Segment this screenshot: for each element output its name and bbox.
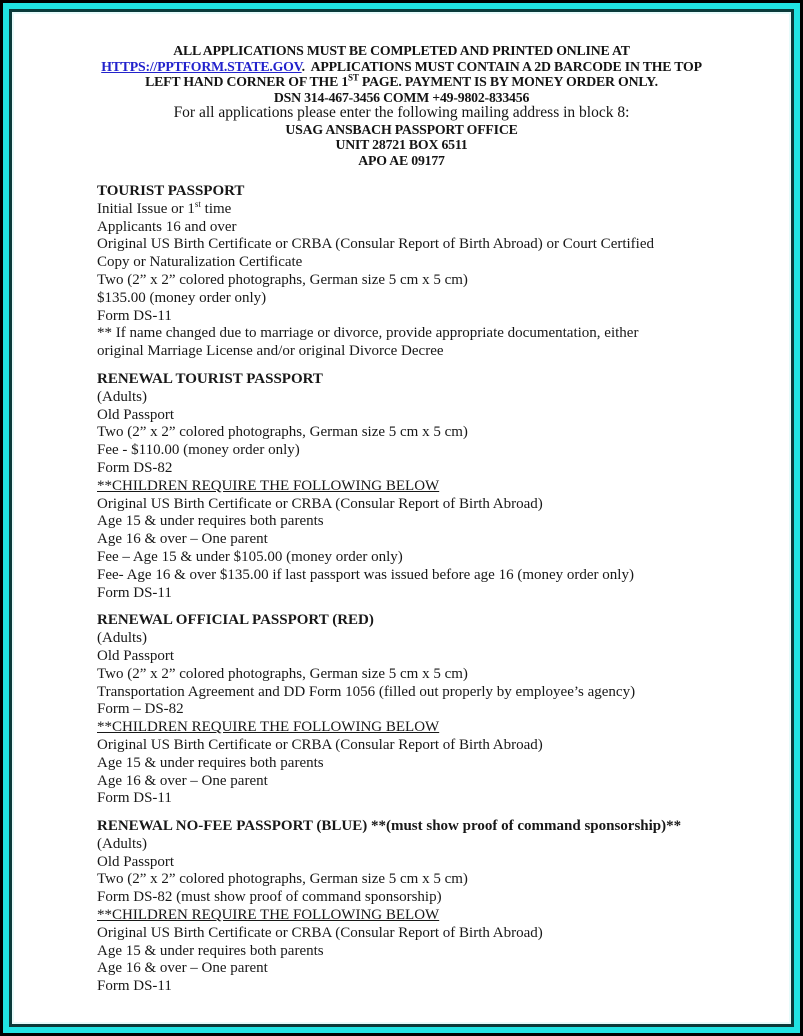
header-line-heading xyxy=(12,43,791,59)
text-segment: Transportation Agreement and DD Form 1056 (filled out properly by employee’s agency) xyxy=(97,683,636,700)
body-line xyxy=(97,460,791,478)
text-segment: $135.00 (money order only) xyxy=(97,289,267,306)
text-segment: Original US Birth Certificate or CRBA (Consular Report of Birth Abroad) xyxy=(97,736,543,753)
body-line xyxy=(97,960,791,978)
superscript-text: ST xyxy=(348,72,359,83)
text-segment: **CHILDREN REQUIRE THE FOLLOWING BELOW xyxy=(97,477,440,494)
text-segment: Fee – Age 15 & under $105.00 (money order only) xyxy=(97,548,403,565)
header-line-heading xyxy=(12,59,791,75)
text-segment: UNIT 28721 BOX 6511 xyxy=(335,137,468,152)
text-segment: Form DS-82 (must show proof of command sponsorship) xyxy=(97,889,442,906)
text-segment: Age 15 & under requires both parents xyxy=(97,942,324,959)
body-line xyxy=(97,407,791,425)
text-segment: Fee- Age 16 & over $135.00 if last passport was issued before age 16 (money order only) xyxy=(97,566,634,583)
body-line xyxy=(97,236,791,254)
text-segment: (Adults) xyxy=(97,630,147,647)
body-line xyxy=(97,254,791,272)
superscript-text: st xyxy=(194,198,201,209)
text-segment: Applicants 16 and over xyxy=(97,218,237,235)
body-line-underlined xyxy=(97,478,791,496)
body-line xyxy=(97,773,791,791)
body-line xyxy=(97,684,791,702)
body-line xyxy=(97,308,791,326)
text-segment: Initial Issue or 1 xyxy=(97,200,195,217)
body-line xyxy=(97,755,791,773)
pptform-link[interactable]: HTTPS://PPTFORM.STATE.GOV xyxy=(101,58,302,74)
section-renewal-no-fee-passport-blue xyxy=(97,818,791,996)
header-line xyxy=(12,105,791,122)
text-segment: Age 16 & over – One parent xyxy=(97,772,268,789)
text-segment: Age 16 & over – One parent xyxy=(97,960,268,977)
text-segment: Two (2” x 2” colored photographs, German size 5 cm x 5 cm) xyxy=(97,271,468,288)
body-line xyxy=(97,290,791,308)
text-segment: RENEWAL OFFICIAL PASSPORT (RED) xyxy=(97,612,374,629)
text-segment: Age 16 & over – One parent xyxy=(97,531,268,548)
text-segment: Age 15 & under requires both parents xyxy=(97,754,324,771)
text-segment: Original US Birth Certificate or CRBA (Consular Report of Birth Abroad) xyxy=(97,924,543,941)
body-line xyxy=(97,496,791,514)
text-segment: RENEWAL TOURIST PASSPORT xyxy=(97,370,323,387)
text-segment: Original US Birth Certificate or CRBA (Consular Report of Birth Abroad) or Court Certified xyxy=(97,236,654,253)
text-segment: (Adults) xyxy=(97,388,147,405)
body-line xyxy=(97,424,791,442)
header-line-heading xyxy=(12,137,791,153)
body-line xyxy=(97,889,791,907)
text-segment: DSN 314-467-3456 COMM +49-9802-833456 xyxy=(273,89,530,105)
section-renewal-tourist-passport xyxy=(97,371,791,602)
text-segment: Fee - $110.00 (money order only) xyxy=(97,442,300,459)
document-body xyxy=(97,183,791,996)
text-segment: time xyxy=(200,200,232,217)
body-line xyxy=(97,272,791,290)
body-line xyxy=(97,343,791,361)
body-line xyxy=(97,549,791,567)
body-line xyxy=(97,442,791,460)
body-line-heading xyxy=(97,371,791,389)
text-segment: Age 15 & under requires both parents xyxy=(97,513,324,530)
section-tourist-passport xyxy=(97,183,791,361)
body-line xyxy=(97,531,791,549)
body-line-heading xyxy=(97,183,791,201)
section-renewal-official-passport-red xyxy=(97,612,791,808)
body-line xyxy=(97,790,791,808)
text-segment: original Marriage License and/or original Divorce Decree xyxy=(97,343,444,360)
body-line xyxy=(97,630,791,648)
body-line-underlined xyxy=(97,719,791,737)
body-line xyxy=(97,871,791,889)
text-segment: For all applications please enter the following mailing address in block 8: xyxy=(173,104,630,121)
text-segment: Two (2” x 2” colored photographs, German size 5 cm x 5 cm) xyxy=(97,871,468,888)
text-segment: Form – DS-82 xyxy=(97,701,184,718)
text-segment: RENEWAL NO-FEE PASSPORT (BLUE) **(must show proof of command sponsorship)** xyxy=(97,818,682,835)
body-line-heading xyxy=(97,818,791,836)
body-line-heading xyxy=(97,612,791,630)
text-segment: ALL APPLICATIONS MUST BE COMPLETED AND PRINTED ONLINE AT xyxy=(173,43,630,58)
body-line xyxy=(97,567,791,585)
text-segment: PAGE. PAYMENT IS BY MONEY ORDER ONLY. xyxy=(358,74,658,89)
text-segment: Two (2” x 2” colored photographs, German size 5 cm x 5 cm) xyxy=(97,424,468,441)
text-segment: Old Passport xyxy=(97,647,175,664)
text-segment: (Adults) xyxy=(97,835,147,852)
body-line xyxy=(97,648,791,666)
body-line xyxy=(97,666,791,684)
text-segment: . APPLICATIONS MUST CONTAIN A 2D BARCODE IN THE TOP xyxy=(301,58,702,74)
body-line xyxy=(97,219,791,237)
header-line-heading xyxy=(12,122,791,138)
body-line xyxy=(97,198,791,219)
body-line-underlined xyxy=(97,907,791,925)
text-segment: LEFT HAND CORNER OF THE 1 xyxy=(145,74,349,89)
text-segment: Copy or Naturalization Certificate xyxy=(97,254,303,271)
body-line xyxy=(97,585,791,603)
body-line xyxy=(97,836,791,854)
text-segment: Form DS-11 xyxy=(97,307,172,324)
text-segment: Form DS-82 xyxy=(97,459,173,476)
header-line-heading xyxy=(12,90,791,106)
text-segment: **CHILDREN REQUIRE THE FOLLOWING BELOW xyxy=(97,719,440,736)
text-segment: Two (2” x 2” colored photographs, German size 5 cm x 5 cm) xyxy=(97,665,468,682)
text-segment: Form DS-11 xyxy=(97,978,172,995)
text-segment: Form DS-11 xyxy=(97,584,172,601)
text-segment: Form DS-11 xyxy=(97,790,172,807)
page-border-band xyxy=(3,3,800,1033)
text-segment: TOURIST PASSPORT xyxy=(97,183,245,199)
body-line xyxy=(97,978,791,996)
body-line xyxy=(97,943,791,961)
text-segment: Old Passport xyxy=(97,406,175,423)
text-segment: USAG ANSBACH PASSPORT OFFICE xyxy=(285,121,518,137)
text-segment: Old Passport xyxy=(97,853,175,870)
document-header xyxy=(12,43,791,168)
body-line xyxy=(97,325,791,343)
body-line xyxy=(97,701,791,719)
body-line xyxy=(97,737,791,755)
header-line-heading xyxy=(12,153,791,169)
body-line xyxy=(97,513,791,531)
document-page xyxy=(9,9,794,1027)
text-segment: Original US Birth Certificate or CRBA (Consular Report of Birth Abroad) xyxy=(97,495,543,512)
text-segment: ** If name changed due to marriage or divorce, provide appropriate documentation, either xyxy=(97,325,639,342)
header-line-heading xyxy=(12,74,791,90)
body-line xyxy=(97,925,791,943)
text-segment: **CHILDREN REQUIRE THE FOLLOWING BELOW xyxy=(97,907,440,924)
text-segment: APO AE 09177 xyxy=(358,152,445,168)
body-line xyxy=(97,389,791,407)
body-line xyxy=(97,854,791,872)
